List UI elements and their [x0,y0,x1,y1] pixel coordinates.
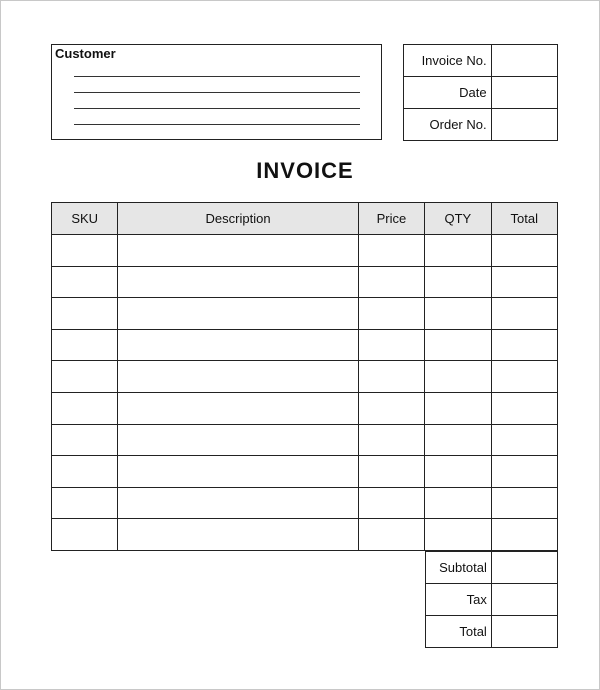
qty-cell[interactable] [425,298,491,330]
price-cell[interactable] [358,266,424,298]
total-cell[interactable] [491,361,557,393]
sku-cell[interactable] [52,456,118,488]
sku-cell[interactable] [52,424,118,456]
sku-cell[interactable] [52,392,118,424]
total-cell[interactable] [491,329,557,361]
header-description: Description [118,203,358,235]
customer-box [51,44,382,140]
invoice-no-label: Invoice No. [404,45,492,77]
total-cell[interactable] [491,487,557,519]
description-cell[interactable] [118,361,358,393]
invoice-meta-table [403,44,558,141]
line-items-table [51,202,558,551]
customer-label: Customer [55,46,116,61]
header-qty: QTY [425,203,491,235]
date-label: Date [404,77,492,109]
qty-cell[interactable] [425,392,491,424]
date-row [404,77,558,109]
sku-cell[interactable] [52,329,118,361]
invoice-no-field[interactable] [491,45,557,77]
totals-table [425,551,558,648]
description-cell[interactable] [118,487,358,519]
total-cell[interactable] [491,519,557,551]
order-no-label: Order No. [404,109,492,141]
sku-cell[interactable] [52,361,118,393]
tax-label: Tax [426,584,492,616]
table-row [52,329,558,361]
qty-cell[interactable] [425,519,491,551]
customer-line-1[interactable] [74,76,360,77]
price-cell[interactable] [358,235,424,267]
price-cell[interactable] [358,424,424,456]
description-cell[interactable] [118,456,358,488]
table-row [52,487,558,519]
total-cell[interactable] [491,266,557,298]
total-cell[interactable] [491,298,557,330]
total-cell[interactable] [491,424,557,456]
total-row [426,616,558,648]
total-cell[interactable] [491,392,557,424]
sku-cell[interactable] [52,487,118,519]
price-cell[interactable] [358,361,424,393]
subtotal-field[interactable] [491,552,557,584]
header-price: Price [358,203,424,235]
price-cell[interactable] [358,329,424,361]
price-cell[interactable] [358,487,424,519]
table-row [52,392,558,424]
qty-cell[interactable] [425,424,491,456]
customer-line-2[interactable] [74,92,360,93]
sku-cell[interactable] [52,266,118,298]
qty-cell[interactable] [425,487,491,519]
sku-cell[interactable] [52,235,118,267]
tax-row [426,584,558,616]
table-row [52,456,558,488]
line-items-header-row [52,203,558,235]
invoice-title: INVOICE [256,158,354,183]
table-row [52,266,558,298]
total-cell[interactable] [491,235,557,267]
total-cell[interactable] [491,456,557,488]
price-cell[interactable] [358,298,424,330]
customer-line-3[interactable] [74,108,360,109]
sku-cell[interactable] [52,519,118,551]
tax-field[interactable] [491,584,557,616]
table-row [52,361,558,393]
qty-cell[interactable] [425,235,491,267]
price-cell[interactable] [358,392,424,424]
line-items-body [52,235,558,551]
qty-cell[interactable] [425,266,491,298]
description-cell[interactable] [118,266,358,298]
date-field[interactable] [491,77,557,109]
customer-line-4[interactable] [74,124,360,125]
table-row [52,298,558,330]
invoice-no-row [404,45,558,77]
price-cell[interactable] [358,456,424,488]
header-sku: SKU [52,203,118,235]
qty-cell[interactable] [425,329,491,361]
total-field[interactable] [491,616,557,648]
description-cell[interactable] [118,392,358,424]
qty-cell[interactable] [425,456,491,488]
description-cell[interactable] [118,329,358,361]
qty-cell[interactable] [425,361,491,393]
order-no-field[interactable] [491,109,557,141]
description-cell[interactable] [118,424,358,456]
subtotal-label: Subtotal [426,552,492,584]
sku-cell[interactable] [52,298,118,330]
table-row [52,424,558,456]
subtotal-row [426,552,558,584]
order-no-row [404,109,558,141]
description-cell[interactable] [118,519,358,551]
table-row [52,235,558,267]
description-cell[interactable] [118,235,358,267]
table-row [52,519,558,551]
description-cell[interactable] [118,298,358,330]
price-cell[interactable] [358,519,424,551]
total-label: Total [426,616,492,648]
header-total: Total [491,203,557,235]
